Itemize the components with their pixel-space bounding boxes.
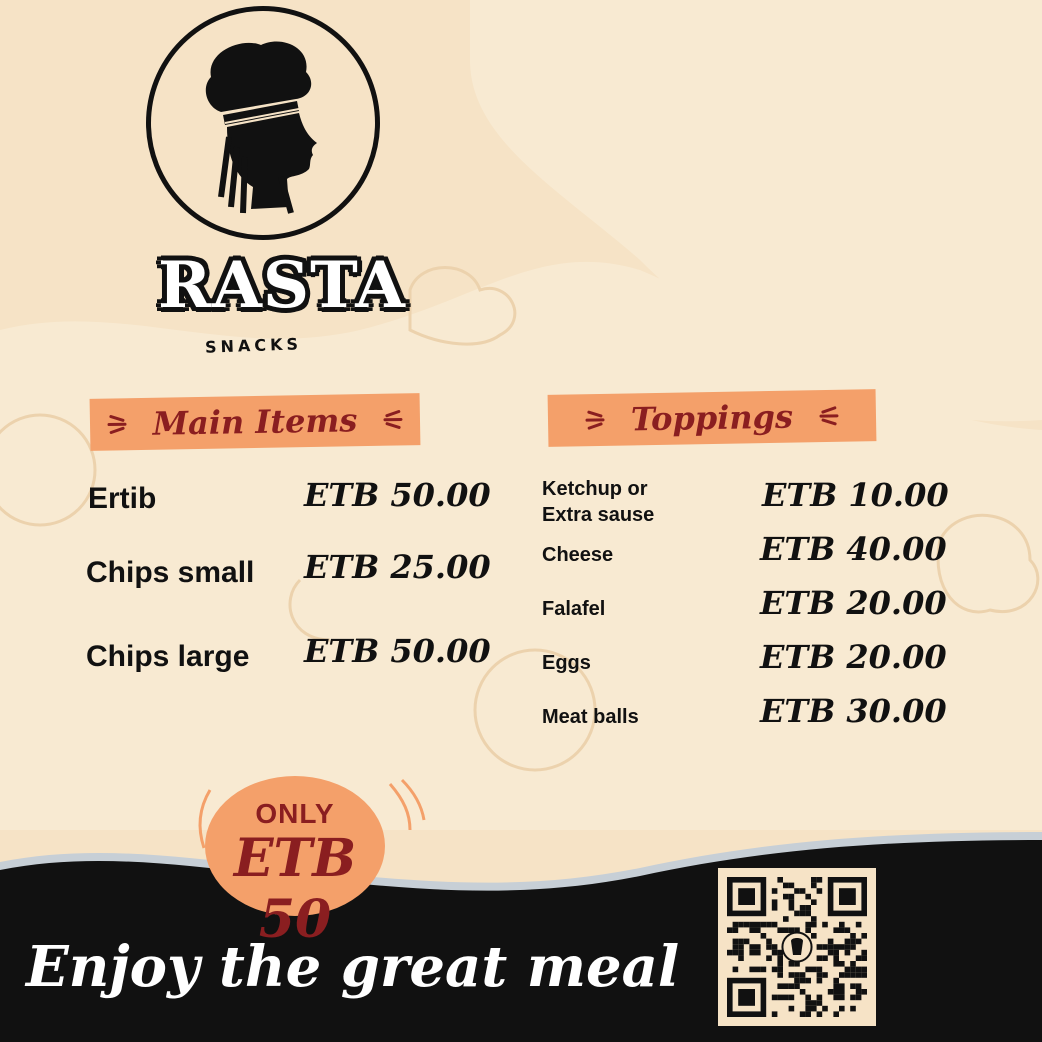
- topping-name-line1: Ketchup or: [542, 478, 648, 500]
- banner-deco-left-icon: [106, 413, 126, 435]
- logo-circle: [146, 6, 380, 240]
- promo-badge: [205, 776, 385, 950]
- brand-logo: [140, 242, 406, 332]
- chef-silhouette-icon: [191, 37, 331, 217]
- banner-deco-right-icon: [819, 405, 839, 427]
- topping-name: Falafel: [542, 598, 606, 620]
- topping-price: ETB 30.00: [760, 692, 947, 730]
- topping-price: ETB 20.00: [760, 638, 947, 676]
- banner-deco-left-icon: [585, 409, 605, 431]
- main-item-name: Chips small: [86, 556, 255, 589]
- topping-price: ETB 40.00: [760, 530, 947, 568]
- toppings-title: Toppings: [630, 397, 794, 439]
- tagline: Enjoy the great meal: [26, 934, 680, 1000]
- brand-name: RASTA: [158, 248, 406, 323]
- main-items-banner: [90, 393, 421, 451]
- toppings-banner: [548, 389, 877, 447]
- main-item-name: Ertib: [88, 482, 157, 515]
- main-item-price: ETB 50.00: [304, 476, 491, 514]
- topping-name-line2: Extra sause: [542, 504, 655, 526]
- topping-price: ETB 20.00: [760, 584, 947, 622]
- main-item-name: Chips large: [86, 640, 250, 673]
- banner-deco-right-icon: [383, 408, 403, 430]
- qr-code-icon: [718, 868, 876, 1026]
- topping-name: [542, 476, 654, 528]
- main-item-price: ETB 50.00: [304, 632, 491, 670]
- topping-name: Cheese: [542, 544, 614, 566]
- main-items-title: Main Items: [152, 401, 358, 443]
- brand-subtitle: SNACKS: [204, 334, 303, 357]
- promo-price: ETB 50: [233, 828, 357, 950]
- promo-label: ONLY: [255, 798, 335, 829]
- topping-price: ETB 10.00: [762, 476, 949, 514]
- qr-code: [718, 868, 876, 1026]
- main-item-price: ETB 25.00: [304, 548, 491, 586]
- topping-name: Eggs: [542, 652, 591, 674]
- topping-name: Meat balls: [542, 706, 639, 728]
